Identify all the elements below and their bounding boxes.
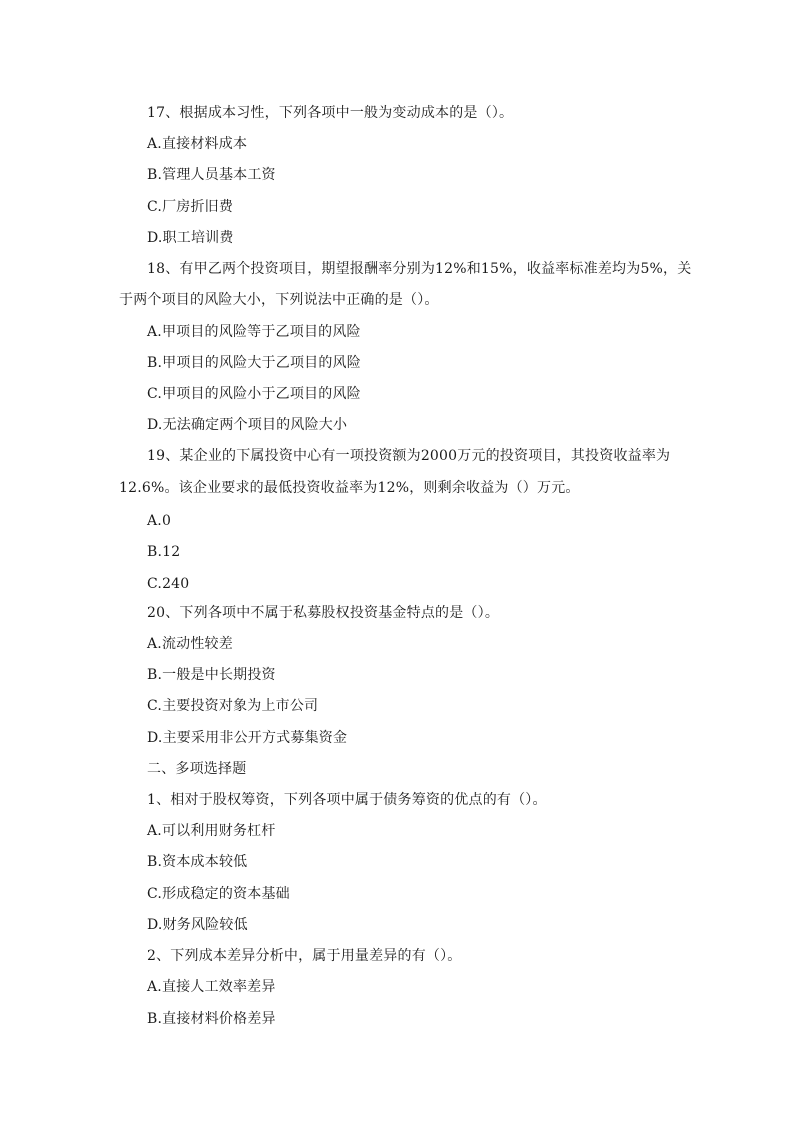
question-20-option-c: C.主要投资对象为上市公司 [147,698,319,714]
multi-question-1-option-b: B.资本成本较低 [147,854,248,870]
question-19-option-b: B.12 [147,544,181,560]
question-20-stem: 20、下列各项中不属于私募股权投资基金特点的是（）。 [147,605,500,621]
question-17-option-c: C.厂房折旧费 [147,199,234,215]
question-18-stem-line2: 于两个项目的风险大小，下列说法中正确的是（）。 [119,292,439,308]
question-19-stem-line1: 19、某企业的下属投资中心有一项投资额为2000万元的投资项目，其投资收益率为 [147,448,671,464]
question-19-option-c: C.240 [147,576,190,592]
question-18-stem-line1: 18、有甲乙两个投资项目，期望报酬率分别为12%和15%，收益率标准差均为5%，关 [147,261,692,277]
multi-question-2-option-b: B.直接材料价格差异 [147,1011,276,1027]
section-title: 二、多项选择题 [147,761,247,777]
question-17-option-d: D.职工培训费 [147,230,234,246]
multi-question-2-stem: 2、下列成本差异分析中，属于用量差异的有（）。 [147,948,462,964]
question-20-option-b: B.一般是中长期投资 [147,667,276,683]
question-18-option-d: D.无法确定两个项目的风险大小 [147,417,348,433]
question-19-stem-line2: 12.6%。该企业要求的最低投资收益率为12%，则剩余收益为（）万元。 [119,480,580,496]
multi-question-1-option-d: D.财务风险较低 [147,917,248,933]
question-18-option-a: A.甲项目的风险等于乙项目的风险 [147,324,361,340]
question-17-option-a: A.直接材料成本 [147,136,248,152]
question-18-option-c: C.甲项目的风险小于乙项目的风险 [147,386,361,402]
multi-question-1-stem: 1、相对于股权筹资，下列各项中属于债务筹资的优点的有（）。 [147,792,547,808]
question-19-option-a: A.0 [147,513,172,529]
multi-question-1-option-a: A.可以利用财务杠杆 [147,823,276,839]
question-17-option-b: B.管理人员基本工资 [147,167,276,183]
question-20-option-a: A.流动性较差 [147,636,233,652]
multi-question-1-option-c: C.形成稳定的资本基础 [147,886,290,902]
question-18-option-b: B.甲项目的风险大于乙项目的风险 [147,355,361,371]
question-20-option-d: D.主要采用非公开方式募集资金 [147,730,348,746]
question-17-stem: 17、根据成本习性，下列各项中一般为变动成本的是（）。 [147,105,514,121]
multi-question-2-option-a: A.直接人工效率差异 [147,979,276,995]
